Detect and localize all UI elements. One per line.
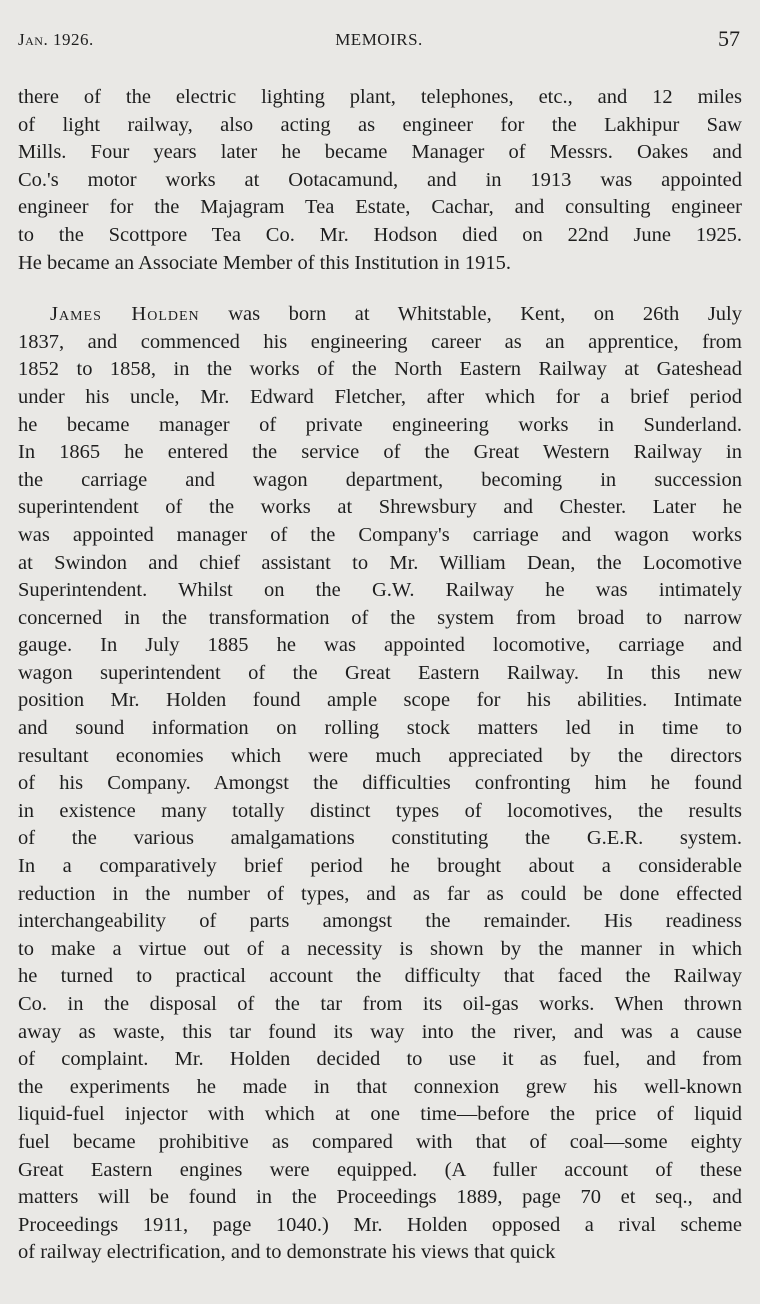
text-line: Great Eastern engines were equipped. (A fuller account of these (18, 1158, 742, 1181)
paragraph-holden (18, 301, 742, 1267)
text-line: position Mr. Holden found ample scope for his abilities. Intimate (18, 689, 742, 712)
text-line: resultant economies which were much appreciated by the directors (18, 744, 742, 767)
text-line: of complaint. Mr. Holden decided to use it as fuel, and from (18, 1048, 742, 1071)
text-line (18, 301, 742, 329)
text-line: at Swindon and chief assistant to Mr. William Dean, the Locomotive (18, 551, 742, 574)
text-line: and sound information on rolling stock matters led in time to (18, 717, 742, 740)
paragraph-hodson (18, 84, 742, 277)
text-line: Co. in the disposal of the tar from its oil-gas works. When thrown (18, 993, 742, 1015)
text-line: he became manager of private engineering works in Sunderland. (18, 413, 742, 436)
text-line: to the Scottpore Tea Co. Mr. Hodson died on 22nd June 1925. (18, 223, 742, 246)
text-line: the experiments he made in that connexion grew his well-known (18, 1075, 742, 1098)
text-line: Mills. Four years later he became Manager of Messrs. Oakes and (18, 141, 742, 164)
text-line: gauge. In July 1885 he was appointed locomotive, carriage and (18, 634, 742, 657)
text-line: away as waste, this tar found its way into the river, and was a cause (18, 1020, 742, 1043)
text-line: interchangeability of parts amongst the remainder. His readiness (18, 910, 742, 933)
text-line: In a comparatively brief period he brought about a considerable (18, 855, 742, 878)
text-line: concerned in the transformation of the system from broad to narrow (18, 606, 742, 629)
page-number: 57 (718, 26, 740, 51)
text-line: reduction in the number of types, and as far as could be done effected (18, 882, 742, 905)
text-line: superintendent of the works at Shrewsbury and Chester. Later he (18, 496, 742, 519)
person-name: James Holden (50, 303, 200, 326)
text-line: he turned to practical account the difficulty that faced the Railway (18, 965, 742, 988)
text-line: matters will be found in the Proceedings 1889, page 70 et seq., and (18, 1186, 742, 1209)
text-line: In 1865 he entered the service of the Great Western Railway in (18, 441, 742, 464)
text-line: to make a virtue out of a necessity is shown by the manner in which (18, 937, 742, 960)
text-line: of railway electrification, and to demonstrate his views that quick (18, 1241, 556, 1264)
text-line: wagon superintendent of the Great Eastern Railway. In this new (18, 661, 742, 684)
text-line: 1852 to 1858, in the works of the North Eastern Railway at Gateshead (18, 358, 742, 381)
text-line: fuel became prohibitive as compared with that of coal—some eighty (18, 1130, 742, 1153)
page-header (18, 26, 740, 60)
text-line: Proceedings 1911, page 1040.) Mr. Holden opposed a rival scheme (18, 1213, 742, 1236)
text-line: was appointed manager of the Company's carriage and wagon works (18, 523, 742, 546)
text-line: Superintendent. Whilst on the G.W. Railway he was intimately (18, 579, 742, 602)
text-line: liquid-fuel injector with which at one time—before the price of liquid (18, 1103, 742, 1126)
text-line: Co.'s motor works at Ootacamund, and in 1913 was appointed (18, 168, 742, 191)
text-line: He became an Associate Member of this Institution in 1915. (18, 251, 512, 274)
header-date: Jan. 1926. (18, 30, 94, 49)
text-line: engineer for the Majagram Tea Estate, Cachar, and consulting engineer (18, 196, 742, 219)
text-line: the carriage and wagon department, becoming in succession (18, 468, 742, 491)
memoir-text (18, 84, 742, 1291)
text-line: 1837, and commenced his engineering career as an apprentice, from (18, 330, 742, 353)
text-line: there of the electric lighting plant, telephones, etc., and 12 miles (18, 86, 742, 108)
text-line: of the various amalgamations constituting the G.E.R. system. (18, 827, 742, 850)
text-line: of his Company. Amongst the difficulties confronting him he found (18, 772, 742, 795)
text-line-rest: was born at Whitstable, Kent, on 26th July (199, 303, 742, 326)
text-line: in existence many totally distinct types of locomotives, the results (18, 799, 742, 822)
text-line: under his uncle, Mr. Edward Fletcher, after which for a brief period (18, 385, 742, 408)
text-line: of light railway, also acting as engineer for the Lakhipur Saw (18, 113, 742, 136)
header-title: MEMOIRS. (335, 30, 423, 49)
